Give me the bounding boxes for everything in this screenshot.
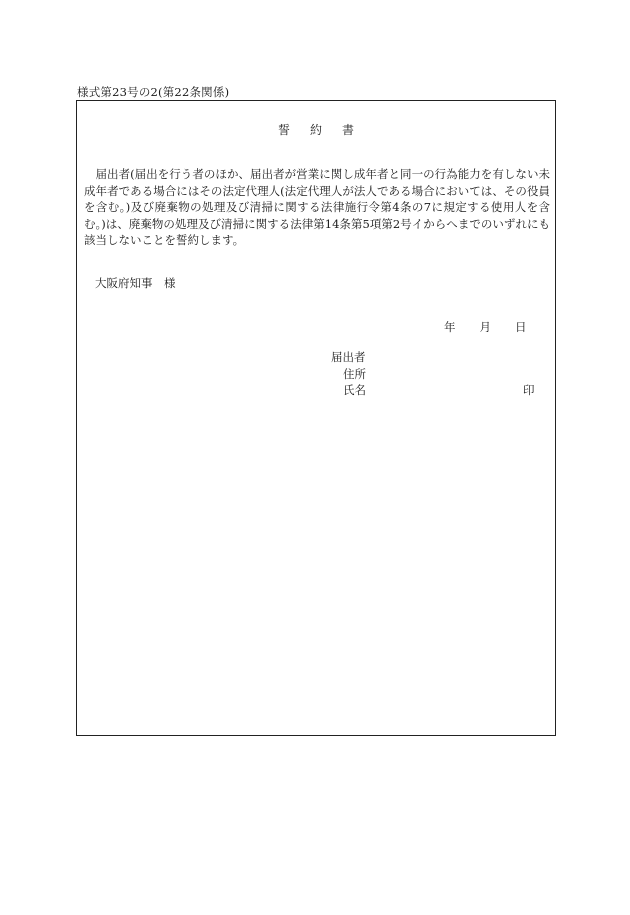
address-label: 住所 (343, 366, 366, 381)
date-line (444, 319, 527, 335)
pledge-form-frame (76, 100, 556, 736)
pledge-body-text: 届出者(届出を行う者のほか、届出者が営業に関し成年者と同一の行為能力を有しない未成年者である場合にはその法定代理人(法定代理人が法人である場合においては、その役員を含む。)及び廃棄物の処理及び清掃に関する法律施行令第4条の7に規定する使用人を含む。)は、廃棄物の処理及び清掃に関する法律第14条第5項第2号イからへまでのいずれにも該当しないことを誓約します。 (84, 167, 550, 247)
date-year-label: 年 (444, 320, 456, 334)
applicant-block (331, 349, 366, 399)
date-month-label: 月 (479, 320, 491, 334)
addressee: 大阪府知事 様 (95, 276, 176, 290)
name-label: 氏名 (343, 383, 366, 397)
document-title: 誓約書 (277, 123, 374, 137)
date-day-label: 日 (515, 320, 527, 334)
applicant-label: 届出者 (331, 350, 366, 364)
seal-mark: 印 (523, 383, 535, 397)
form-number: 様式第23号の2(第22条関係) (77, 85, 230, 99)
